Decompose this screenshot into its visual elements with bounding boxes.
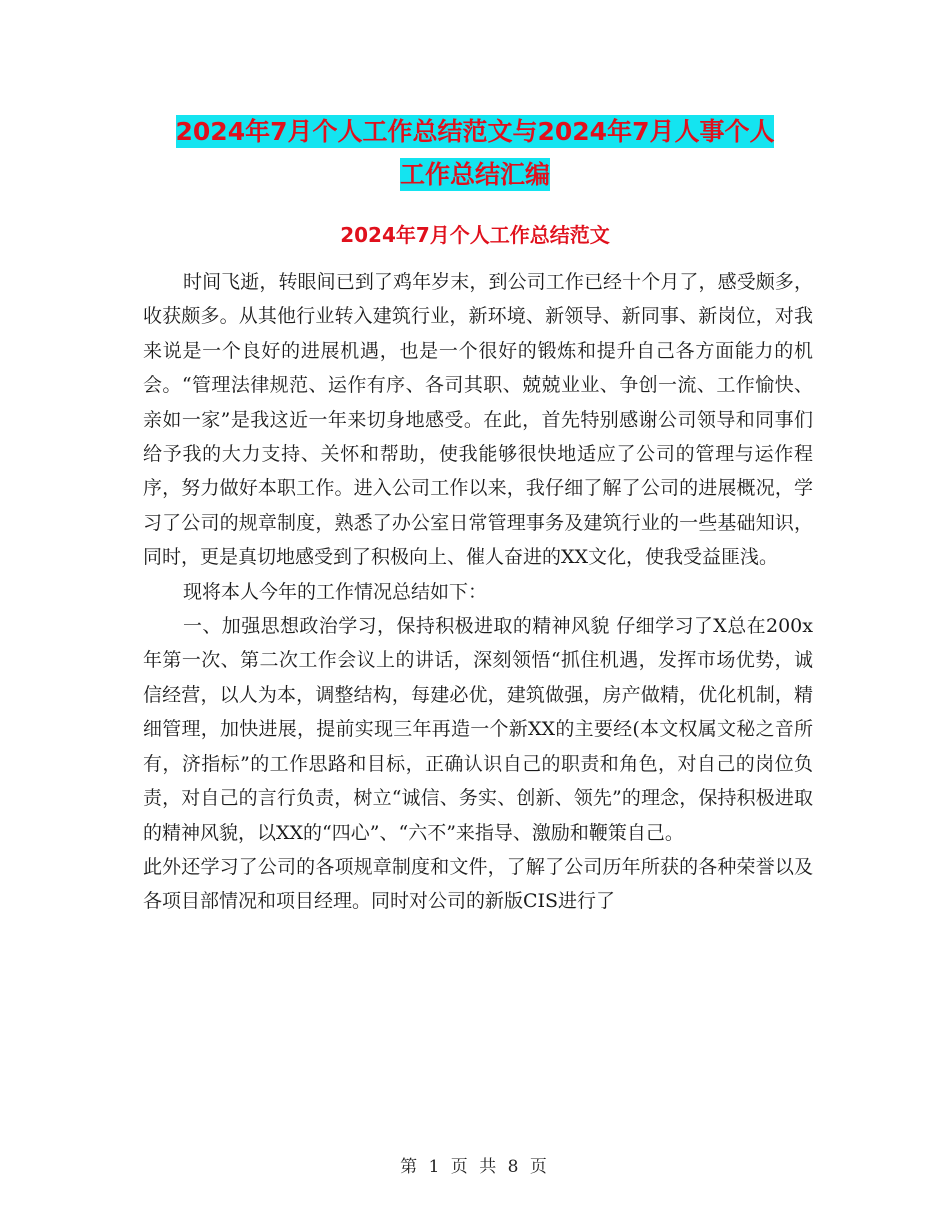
section-title: 2024年7月个人工作总结范文 [340, 223, 610, 247]
paragraph-1: 时间飞逝，转眼间已到了鸡年岁末，到公司工作已经十个月了，感受颇多，收获颇多。从其他行业转入建筑行业，新环境、新领导、新同事、新岗位，对我来说是一个良好的进展机遇，也是一个很好的锻炼和提升自己各方面能力的机会。“管理法律规范、运作有序、各司其职、兢兢业业、争创一流、工作愉快、亲如一家”是我这近一年来切身地感受。在此，首先特别感谢公司领导和同事们给予我的大力支持、关怀和帮助，使我能够很快地适应了公司的管理与运作程序，努力做好本职工作。进入公司工作以来，我仔细了解了公司的进展概况，学习了公司的规章制度，熟悉了办公室日常管理事务及建筑行业的一些基础知识，同时，更是真切地感受到了积极向上、催人奋进的XX文化，使我受益匪浅。 [143, 271, 813, 569]
document-body [143, 265, 813, 919]
paragraph-3: 一、加强思想政治学习，保持积极进取的精神风貌 仔细学习了X总在200x年第一次、第二次工作会议上的讲话，深刻领悟“抓住机遇，发挥市场优势，诚信经营，以人为本，调整结构，每建必优，建筑做强，房产做精，优化机制，精细管理，加快进展，提前实现三年再造一个新XX的主要经(本文权属文秘之音所有，济指标”的工作思路和目标，正确认识自己的职责和角色，对自己的岗位负责，对自己的言行负责，树立“诚信、务实、创新、领先”的理念，保持积极进取的精神风貌，以XX的“四心”、“六不”来指导、激励和鞭策自己。 [143, 615, 813, 844]
paragraph-2: 现将本人今年的工作情况总结如下： [183, 580, 488, 603]
document-title-line-1: 2024年7月个人工作总结范文与2024年7月人事个人 [175, 117, 775, 146]
paragraph-4: 此外还学习了公司的各项规章制度和文件，了解了公司历年所获的各种荣誉以及各项目部情况和项目经理。同时对公司的新版CIS进行了 [143, 855, 813, 913]
page-footer: 第 1 页 共 8 页 [400, 1157, 550, 1177]
document-title-line-2: 工作总结汇编 [399, 160, 550, 189]
